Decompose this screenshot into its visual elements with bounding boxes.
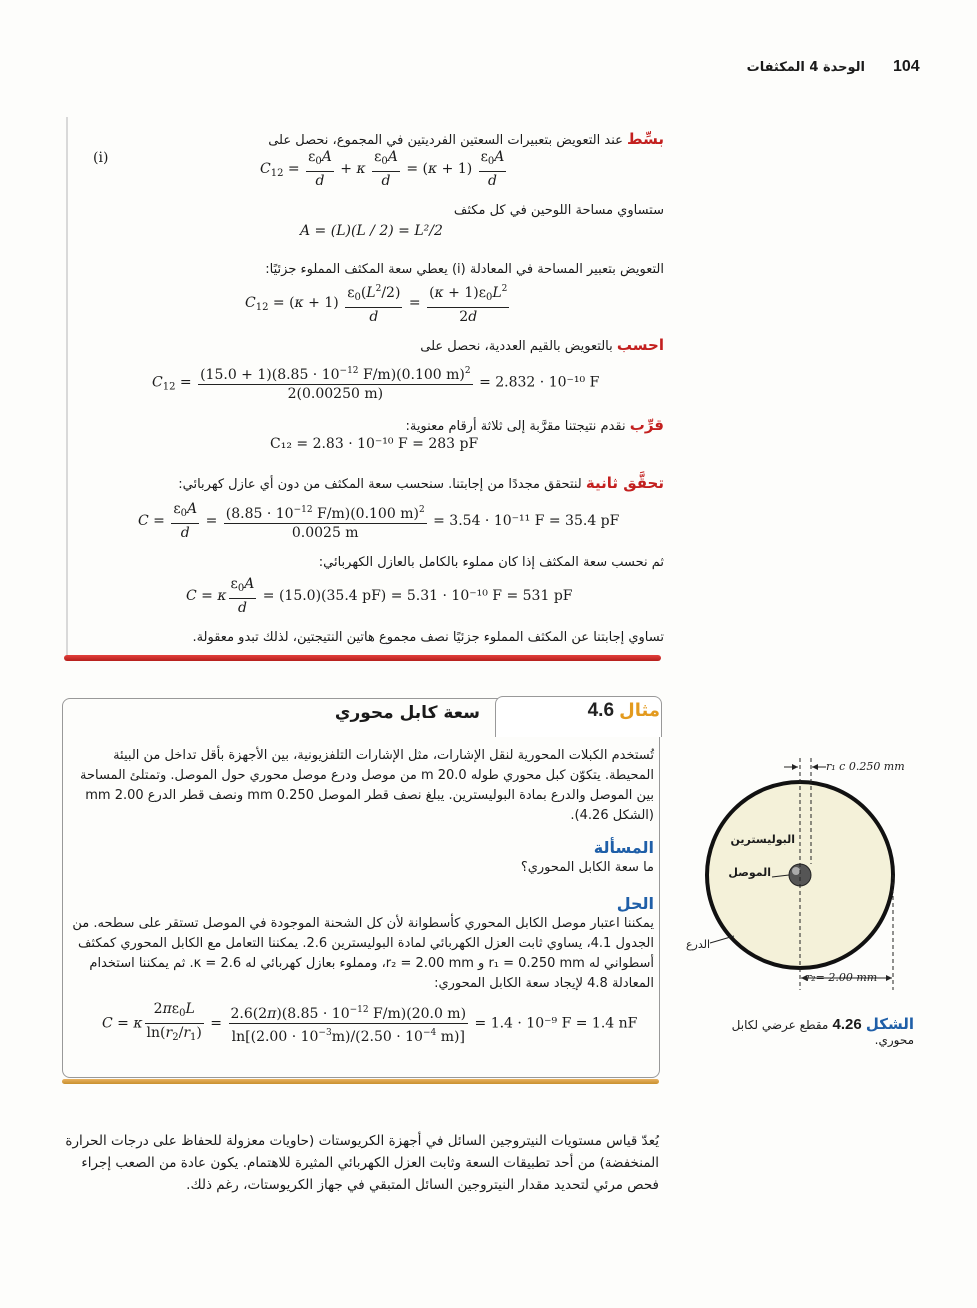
example-intro: تُستخدم الكبلات المحورية لنقل الإشارات، مثل الإشارات التلفزيونية، بين الأجهزة بأقل تداخل من البيئة المحيطة. يتكوّن كبل محوري طوله 20.0 m من موصل ودرع موصل محوري حول الموصل. وتمتلئ المساحة بين الموصل والدرع بمادة البوليسترين. يبلغ نصف قطر الموصل 0.250 mm ونصف قطر الدرع 2.00 mm (الشكل 4.26). [79,748,654,823]
round-equation: C₁₂ = 2.83 · 10⁻¹⁰ F = 283 pF [270,436,479,452]
conductor-circle [789,864,811,886]
full-text: ثم نحسب سعة المكثف إذا كان مملوء بالكامل بالعازل الكهربائي: [318,555,664,570]
equation-c-full: C = κ $\frac{\varepsilon_0A}{d}$ = (15.0)(35.4 pF) = 5.31 · 10⁻¹⁰ F = 531 pF [186,576,573,616]
problem-heading: المسألة [593,838,654,857]
equation-label: (i) [93,150,109,166]
conductor-label: الموصل [728,866,771,879]
example-end-bar [62,1079,659,1084]
polystyrene-label: البوليسترين [730,833,795,846]
caption-number: 4.26 [832,1016,862,1033]
equation-c12-sum: $C_{12}$ = $\frac{\varepsilon_0A}{d}$ + κ $\frac{\varepsilon_0A}{d}$ = (κ + 1) $\frac{\varepsilon_0A}{d}$ [260,149,505,189]
area-text: ستساوي مساحة اللوحين في كل مكثف [453,203,664,218]
round-keyword: قرِّب [629,416,664,434]
example-title: سعة كابل محوري [334,703,480,723]
panel-border [66,117,68,657]
page-number: 104 [893,58,920,75]
solution-heading: الحل [616,894,654,913]
simplify-keyword: بسِّط [627,130,664,148]
r1-label: r₁ c 0.250 mm [826,760,905,773]
check-line [140,474,664,492]
solution-text: يمكننا اعتبار موصل الكابل المحوري كأسطوانة لأن كل الشحنة الموجودة في الموصل تستقر على سطحه. من الجدول 4.1، يساوي ثابت العزل الكهربائي لمادة البوليسترين 2.6. يمكننا التعامل مع الكابل المحوري كمكثف أسطواني له r₁ = 0.250 mm و r₂ = 2.00 mm، ومملوء بعازل كهربائي له κ = 2.6. ثم يمكننا استخدام المعادلة 4.8 لإيجاد سعة الكابل المحوري: [72,916,654,991]
equation-coax: C = κ $\frac{2\pi\varepsilon_0L}{\ln(r_2/r_1)}$ = $\frac{2.6(2\pi)(8.85 \cdot 10^{-12} F/m)(20.0 m)}{\ln[(2.00 \cdot 10^{-3}m)/(2.50 \cdot 10^{-4} m)]}$ = 1.4 · 10⁻⁹ F = 1.4 nF [102,1001,638,1045]
calc-result: = 2.832 · 10⁻¹⁰ F [479,374,600,391]
shield-label: الدرع [685,938,710,951]
unit-title: الوحدة 4 المكثفات [746,60,865,75]
full-result: = (15.0)(35.4 pF) = 5.31 · 10⁻¹⁰ F = 531 pF [262,588,573,604]
example-number: 4.6 [587,700,615,721]
figure-caption [700,1015,914,1048]
caption-word: الشكل [865,1015,914,1033]
r2-label: r₂= 2.00 mm [806,971,878,984]
area-equation: A = (L)(L / 2) = L²/2 [300,223,443,239]
check-text: لنتحقق مجددًا من إجابتنا. سنحسب سعة المكثف من دون أي عازل كهربائي: [178,477,582,492]
substitute-text: التعويض بتعبير المساحة في المعادلة (i) يعطي سعة المكثف المملوء جزئيًا: [265,262,664,277]
check-keyword: تحقَّق ثانية [585,474,664,492]
example-label [520,700,660,722]
equation-c-vacuum: C = $\frac{\varepsilon_0A}{d}$ = $\frac{(8.85 \cdot 10^{-12} F/m)(0.100 m)^2}{0.0025 m}$ = 3.54 · 10⁻¹¹ F = 35.4 pF [138,501,620,541]
conductor-highlight [792,867,800,875]
equation-c12-numeric: $C_{12}$ = $\frac{(15.0 + 1)(8.85 \cdot 10^{-12} F/m)(0.100 m)^2}{2(0.00250 m)}$ = 2.832 · 10⁻¹⁰ F [152,362,599,403]
calc-line [380,336,664,354]
simplify-text: عند التعويض بتعبيرات السعتين الفرديتين في المجموع، نحصل على [268,133,623,148]
calc-text: بالتعويض بالقيم العددية، نحصل على [420,339,613,354]
example-word: مثال [619,700,660,721]
coax-result: = 1.4 · 10⁻⁹ F = 1.4 nF [474,1015,638,1032]
calc-keyword: احسب [616,336,664,354]
simplify-line [240,130,664,148]
footer-paragraph: يُعدّ قياس مستويات النيتروجين السائل في أجهزة الكريوستات (حاويات معزولة للحفاظ على درجات الحرارة المنخفضة) من أحد تطبيقات السعة وثابت العزل الكهربائي المثيرة للاهتمام. يكون عادة من الصعب إجراء فحص مرئي لتحديد مقدار النيتروجين السائل المتبقي في جهاز الكريوستات، رغم ذلك. [65,1133,659,1193]
equation-c12-area: $C_{12} = (\kappa + 1)$ $\frac{\varepsilon_0(L^2/2)}{d}$ = $\frac{(\kappa + 1)\varepsilon_0L^2}{2d}$ [245,280,511,326]
round-text: نقدم نتيجتنا مقرَّبة إلى ثلاثة أرقام معنوية: [405,419,626,434]
problem-text: ما سعة الكابل المحوري؟ [520,860,654,875]
caption-text: مقطع عرضي لكابل محوري. [731,1018,914,1047]
check-result: = 3.54 · 10⁻¹¹ F = 35.4 pF [433,513,620,529]
solution-end-bar [64,655,661,661]
conclusion-text: تساوي إجابتنا عن المكثف المملوء جزئيًا نصف مجموع هاتين النتيجتين، لذلك تبدو معقولة. [192,630,664,645]
round-line [360,416,664,434]
